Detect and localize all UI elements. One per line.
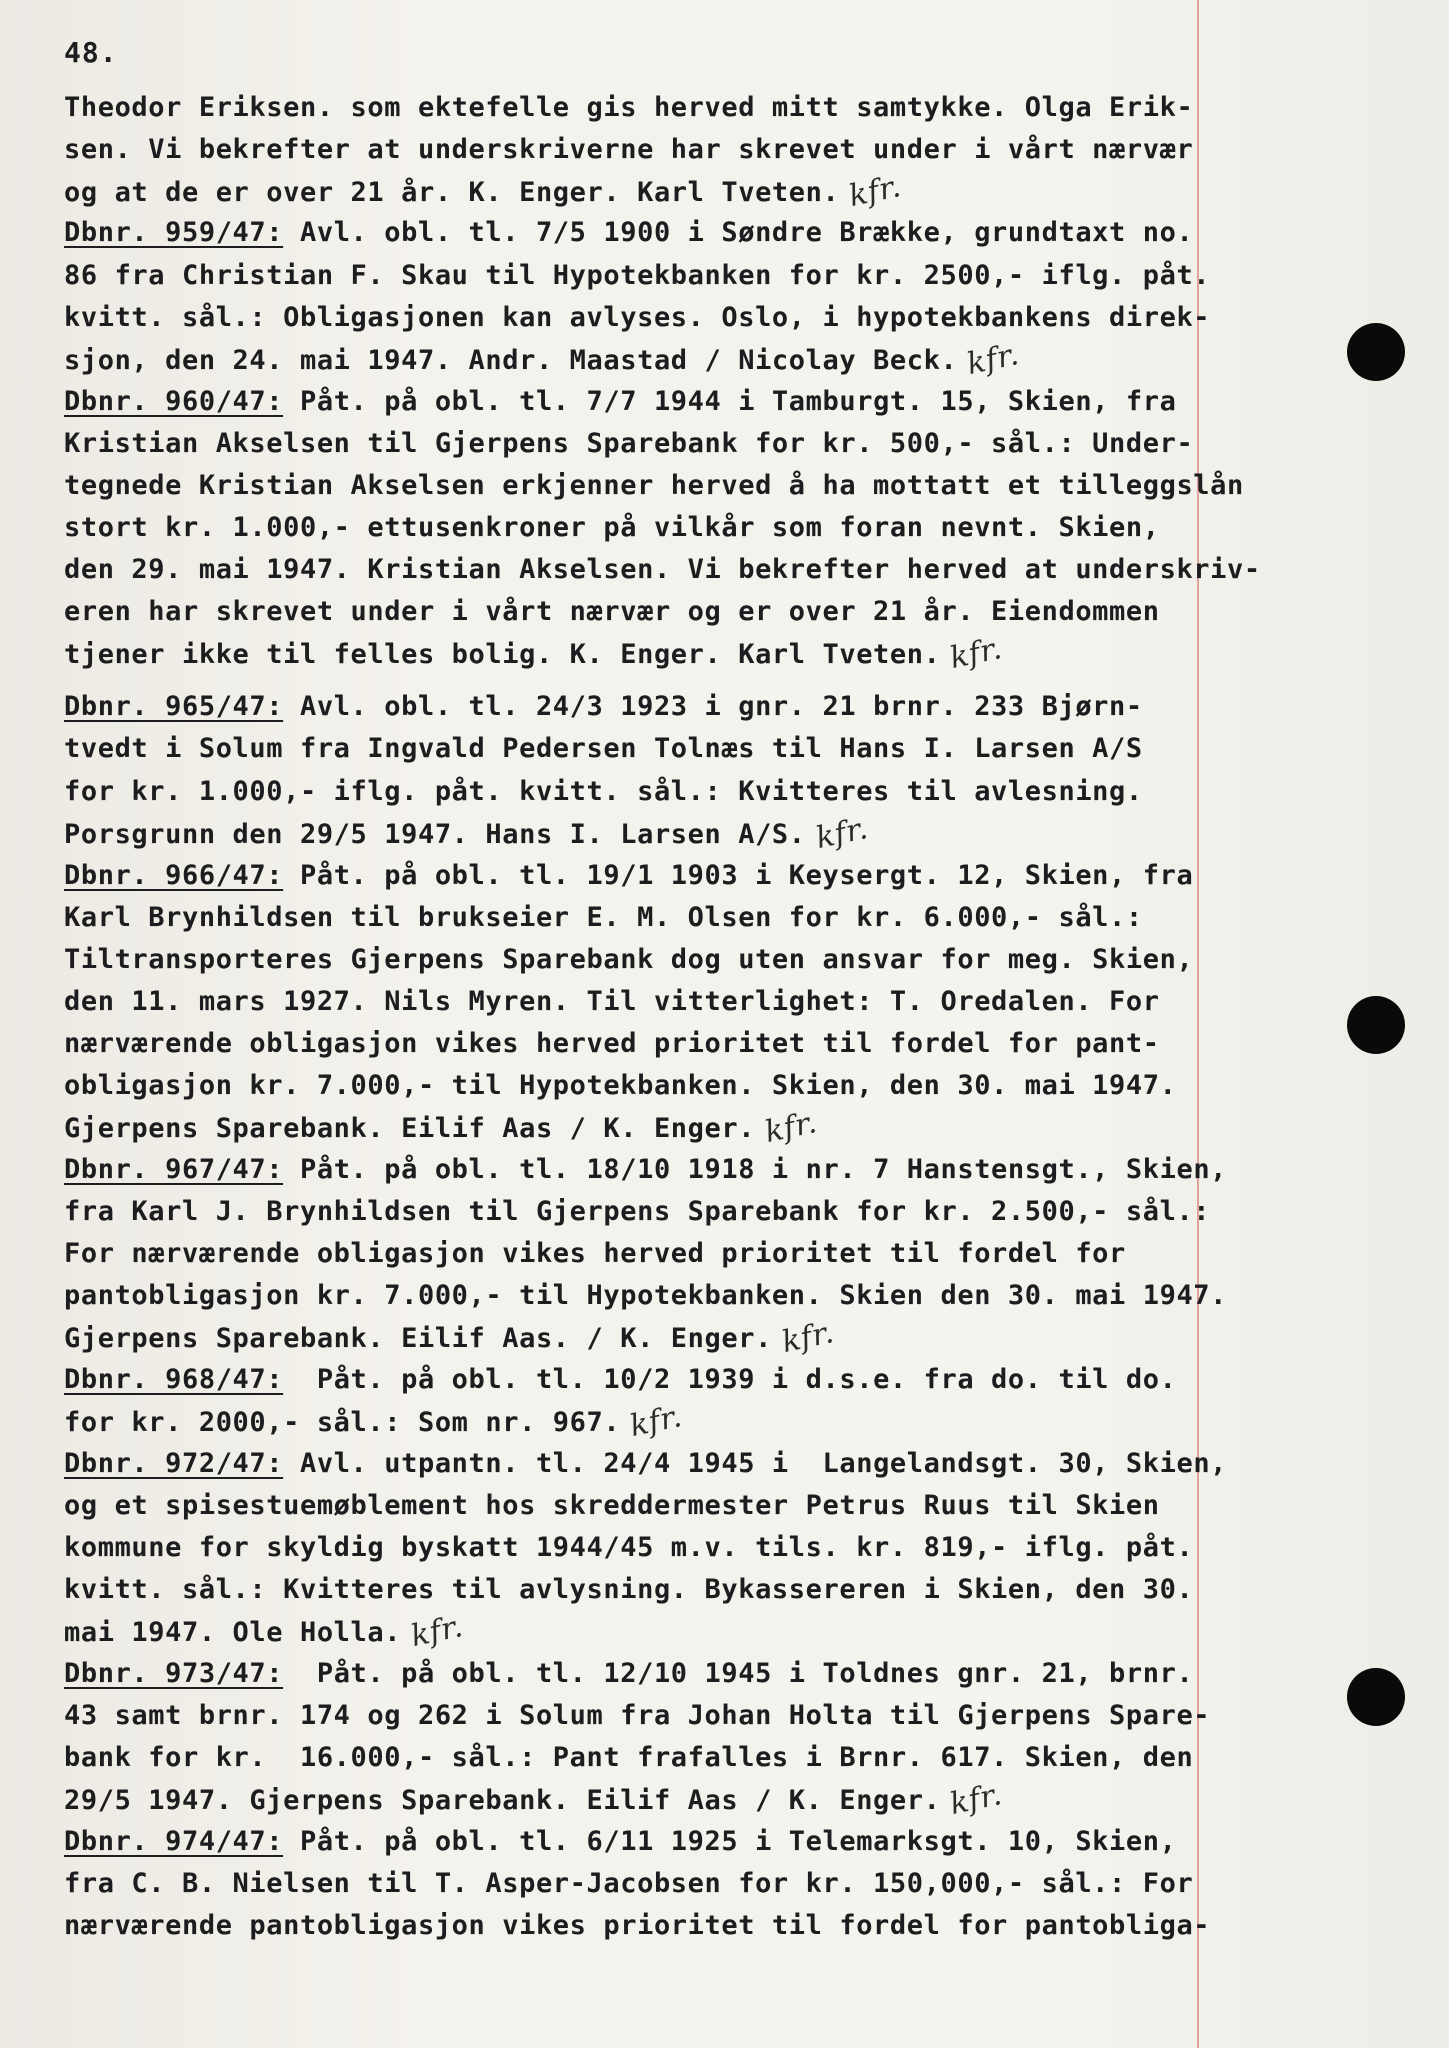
- text-line: [64, 1738, 1193, 1778]
- text-line: [64, 213, 1193, 253]
- text-line: [64, 1234, 1126, 1274]
- text-line: [64, 1066, 1176, 1106]
- text-line: [64, 1528, 1193, 1568]
- text-line: [64, 1822, 1176, 1862]
- text-line: [64, 982, 1160, 1022]
- text-line: [64, 1276, 1227, 1316]
- entry-text: den 29. mai 1947. Kristian Akselsen. Vi bekrefter herved at underskriv-: [64, 554, 1261, 585]
- entry-text: Påt. på obl. tl. 6/11 1925 i Telemarksgt. 10, Skien,: [283, 1826, 1177, 1857]
- text-line: [64, 1776, 1006, 1823]
- entry-reference: Dbnr. 959/47:: [64, 217, 284, 248]
- text-line: [64, 88, 1193, 128]
- entry-text: for kr. 2000,- sål.: Som nr. 967.: [64, 1407, 621, 1438]
- binder-hole-middle: [1347, 996, 1405, 1054]
- entry-text: Karl Brynhildsen til brukseier E. M. Olsen for kr. 6.000,- sål.:: [64, 902, 1143, 933]
- text-line: [64, 729, 1143, 769]
- entry-reference: Dbnr. 967/47:: [64, 1154, 284, 1185]
- entry-text: 43 samt brnr. 174 og 262 i Solum fra Johan Holta til Gjerpens Spare-: [64, 1700, 1211, 1731]
- entry-text: 29/5 1947. Gjerpens Sparebank. Eilif Aas / K. Enger.: [64, 1785, 941, 1816]
- text-line: [64, 856, 1193, 896]
- binder-hole-top: [1347, 323, 1405, 381]
- text-line: [64, 550, 1261, 590]
- entry-text: Påt. på obl. tl. 7/7 1944 i Tamburgt. 15, Skien, fra: [283, 386, 1177, 417]
- entry-reference: Dbnr. 972/47:: [64, 1448, 284, 1479]
- text-line: [64, 298, 1210, 338]
- handwritten-initials: kfr.: [964, 336, 1023, 383]
- text-line: [64, 772, 1143, 812]
- entry-text: tvedt i Solum fra Ingvald Pedersen Tolnæs til Hans I. Larsen A/S: [64, 733, 1143, 764]
- entry-text: sen. Vi bekrefter at underskriverne har skrevet under i vårt nærvær: [64, 134, 1194, 165]
- text-line: [64, 1104, 821, 1151]
- text-line: [64, 1192, 1210, 1232]
- text-line: [64, 130, 1193, 170]
- entry-text: sjon, den 24. mai 1947. Andr. Maastad / Nicolay Beck.: [64, 345, 958, 376]
- handwritten-initials: kfr.: [947, 1776, 1006, 1823]
- entry-text: bank for kr. 16.000,- sål.: Pant frafalles i Brnr. 617. Skien, den: [64, 1742, 1194, 1773]
- text-line: [64, 1906, 1210, 1946]
- entry-text: kvitt. sål.: Obligasjonen kan avlyses. Oslo, i hypotekbankens direk-: [64, 302, 1211, 333]
- entry-text: mai 1947. Ole Holla.: [64, 1617, 402, 1648]
- entry-text: fra Karl J. Brynhildsen til Gjerpens Sparebank for kr. 2.500,- sål.:: [64, 1196, 1211, 1227]
- handwritten-initials: kfr.: [627, 1398, 686, 1445]
- page-number: 48.: [64, 36, 118, 69]
- entry-text: Avl. obl. tl. 7/5 1900 i Søndre Brække, grundtaxt no.: [283, 217, 1194, 248]
- text-line: [64, 1654, 1193, 1694]
- entry-text: nærværende obligasjon vikes herved prioritet til fordel for pant-: [64, 1028, 1160, 1059]
- handwritten-initials: kfr.: [846, 168, 905, 215]
- text-line: [64, 256, 1210, 296]
- handwritten-initials: kfr.: [407, 1608, 467, 1655]
- text-line: [64, 1360, 1176, 1400]
- text-line: [64, 1444, 1227, 1484]
- entry-text: nærværende pantobligasjon vikes prioritet til fordel for pantobliga-: [64, 1910, 1211, 1941]
- entry-text: fra C. B. Nielsen til T. Asper-Jacobsen for kr. 150,000,- sål.: For: [64, 1868, 1194, 1899]
- binder-hole-bottom: [1347, 1668, 1405, 1726]
- entry-text: Påt. på obl. tl. 19/1 1903 i Keysergt. 12, Skien, fra: [283, 860, 1194, 891]
- entry-text: eren har skrevet under i vårt nærvær og er over 21 år. Eiendommen: [64, 596, 1160, 627]
- text-line: [64, 1150, 1227, 1190]
- entry-text: Avl. obl. tl. 24/3 1923 i gnr. 21 brnr. 233 Bjørn-: [283, 691, 1143, 722]
- text-line: [64, 382, 1176, 422]
- text-line: [64, 168, 905, 215]
- entry-text: Porsgrunn den 29/5 1947. Hans I. Larsen A/S.: [64, 819, 806, 850]
- entry-text: For nærværende obligasjon vikes herved prioritet til fordel for: [64, 1238, 1126, 1269]
- text-line: [64, 1486, 1160, 1526]
- entry-reference: Dbnr. 966/47:: [64, 860, 284, 891]
- entry-text: tegnede Kristian Akselsen erkjenner herved å ha mottatt et tilleggslån: [64, 470, 1244, 501]
- entry-text: pantobligasjon kr. 7.000,- til Hypotekbanken. Skien den 30. mai 1947.: [64, 1280, 1228, 1311]
- entry-text: Påt. på obl. tl. 10/2 1939 i d.s.e. fra do. til do.: [283, 1364, 1177, 1395]
- entry-text: og at de er over 21 år. K. Enger. Karl Tveten.: [64, 177, 840, 208]
- entry-text: 86 fra Christian F. Skau til Hypotekbanken for kr. 2500,- iflg. påt.: [64, 260, 1211, 291]
- text-line: [64, 1608, 467, 1655]
- entry-text: for kr. 1.000,- iflg. påt. kvitt. sål.: Kvitteres til avlesning.: [64, 776, 1143, 807]
- handwritten-initials: kfr.: [947, 630, 1006, 677]
- text-line: [64, 810, 871, 857]
- text-line: [64, 1314, 838, 1361]
- entry-reference: Dbnr. 960/47:: [64, 386, 284, 417]
- text-line: [64, 1024, 1160, 1064]
- text-line: [64, 940, 1193, 980]
- entry-text: Gjerpens Sparebank. Eilif Aas / K. Enger.: [64, 1113, 756, 1144]
- text-line: [64, 898, 1143, 938]
- entry-text: stort kr. 1.000,- ettusenkroner på vilkår som foran nevnt. Skien,: [64, 512, 1160, 543]
- entry-reference: Dbnr. 968/47:: [64, 1364, 284, 1395]
- handwritten-initials: kfr.: [812, 810, 871, 857]
- text-line: [64, 687, 1143, 727]
- entry-text: tjener ikke til felles bolig. K. Enger. Karl Tveten.: [64, 639, 941, 670]
- text-line: [64, 424, 1193, 464]
- entry-text: kommune for skyldig byskatt 1944/45 m.v. tils. kr. 819,- iflg. påt.: [64, 1532, 1194, 1563]
- entry-text: obligasjon kr. 7.000,- til Hypotekbanken. Skien, den 30. mai 1947.: [64, 1070, 1177, 1101]
- text-line: [64, 336, 1023, 383]
- text-line: [64, 508, 1160, 548]
- entry-reference: Dbnr. 974/47:: [64, 1826, 284, 1857]
- text-line: [64, 1570, 1193, 1610]
- entry-text: Gjerpens Sparebank. Eilif Aas. / K. Enger.: [64, 1323, 772, 1354]
- entry-reference: Dbnr. 973/47:: [64, 1658, 284, 1689]
- text-line: [64, 630, 1006, 677]
- entry-text: kvitt. sål.: Kvitteres til avlysning. Bykassereren i Skien, den 30.: [64, 1574, 1194, 1605]
- entry-reference: Dbnr. 965/47:: [64, 691, 284, 722]
- entry-text: Tiltransporteres Gjerpens Sparebank dog uten ansvar for meg. Skien,: [64, 944, 1194, 975]
- entry-text: og et spisestuemøblement hos skreddermester Petrus Ruus til Skien: [64, 1490, 1160, 1521]
- entry-text: Avl. utpantn. tl. 24/4 1945 i Langelandsgt. 30, Skien,: [283, 1448, 1228, 1479]
- text-line: [64, 1398, 686, 1445]
- entry-text: Theodor Eriksen. som ektefelle gis herved mitt samtykke. Olga Erik-: [64, 92, 1194, 123]
- handwritten-initials: kfr.: [778, 1314, 838, 1361]
- entry-text: den 11. mars 1927. Nils Myren. Til vitterlighet: T. Oredalen. For: [64, 986, 1160, 1017]
- text-line: [64, 1864, 1193, 1904]
- text-line: [64, 592, 1160, 632]
- entry-text: Påt. på obl. tl. 18/10 1918 i nr. 7 Hanstensgt., Skien,: [283, 1154, 1228, 1185]
- handwritten-initials: kfr.: [761, 1104, 821, 1151]
- entry-text: Kristian Akselsen til Gjerpens Sparebank for kr. 500,- sål.: Under-: [64, 428, 1194, 459]
- text-line: [64, 1696, 1210, 1736]
- entry-text: Påt. på obl. tl. 12/10 1945 i Toldnes gnr. 21, brnr.: [283, 1658, 1194, 1689]
- text-line: [64, 466, 1244, 506]
